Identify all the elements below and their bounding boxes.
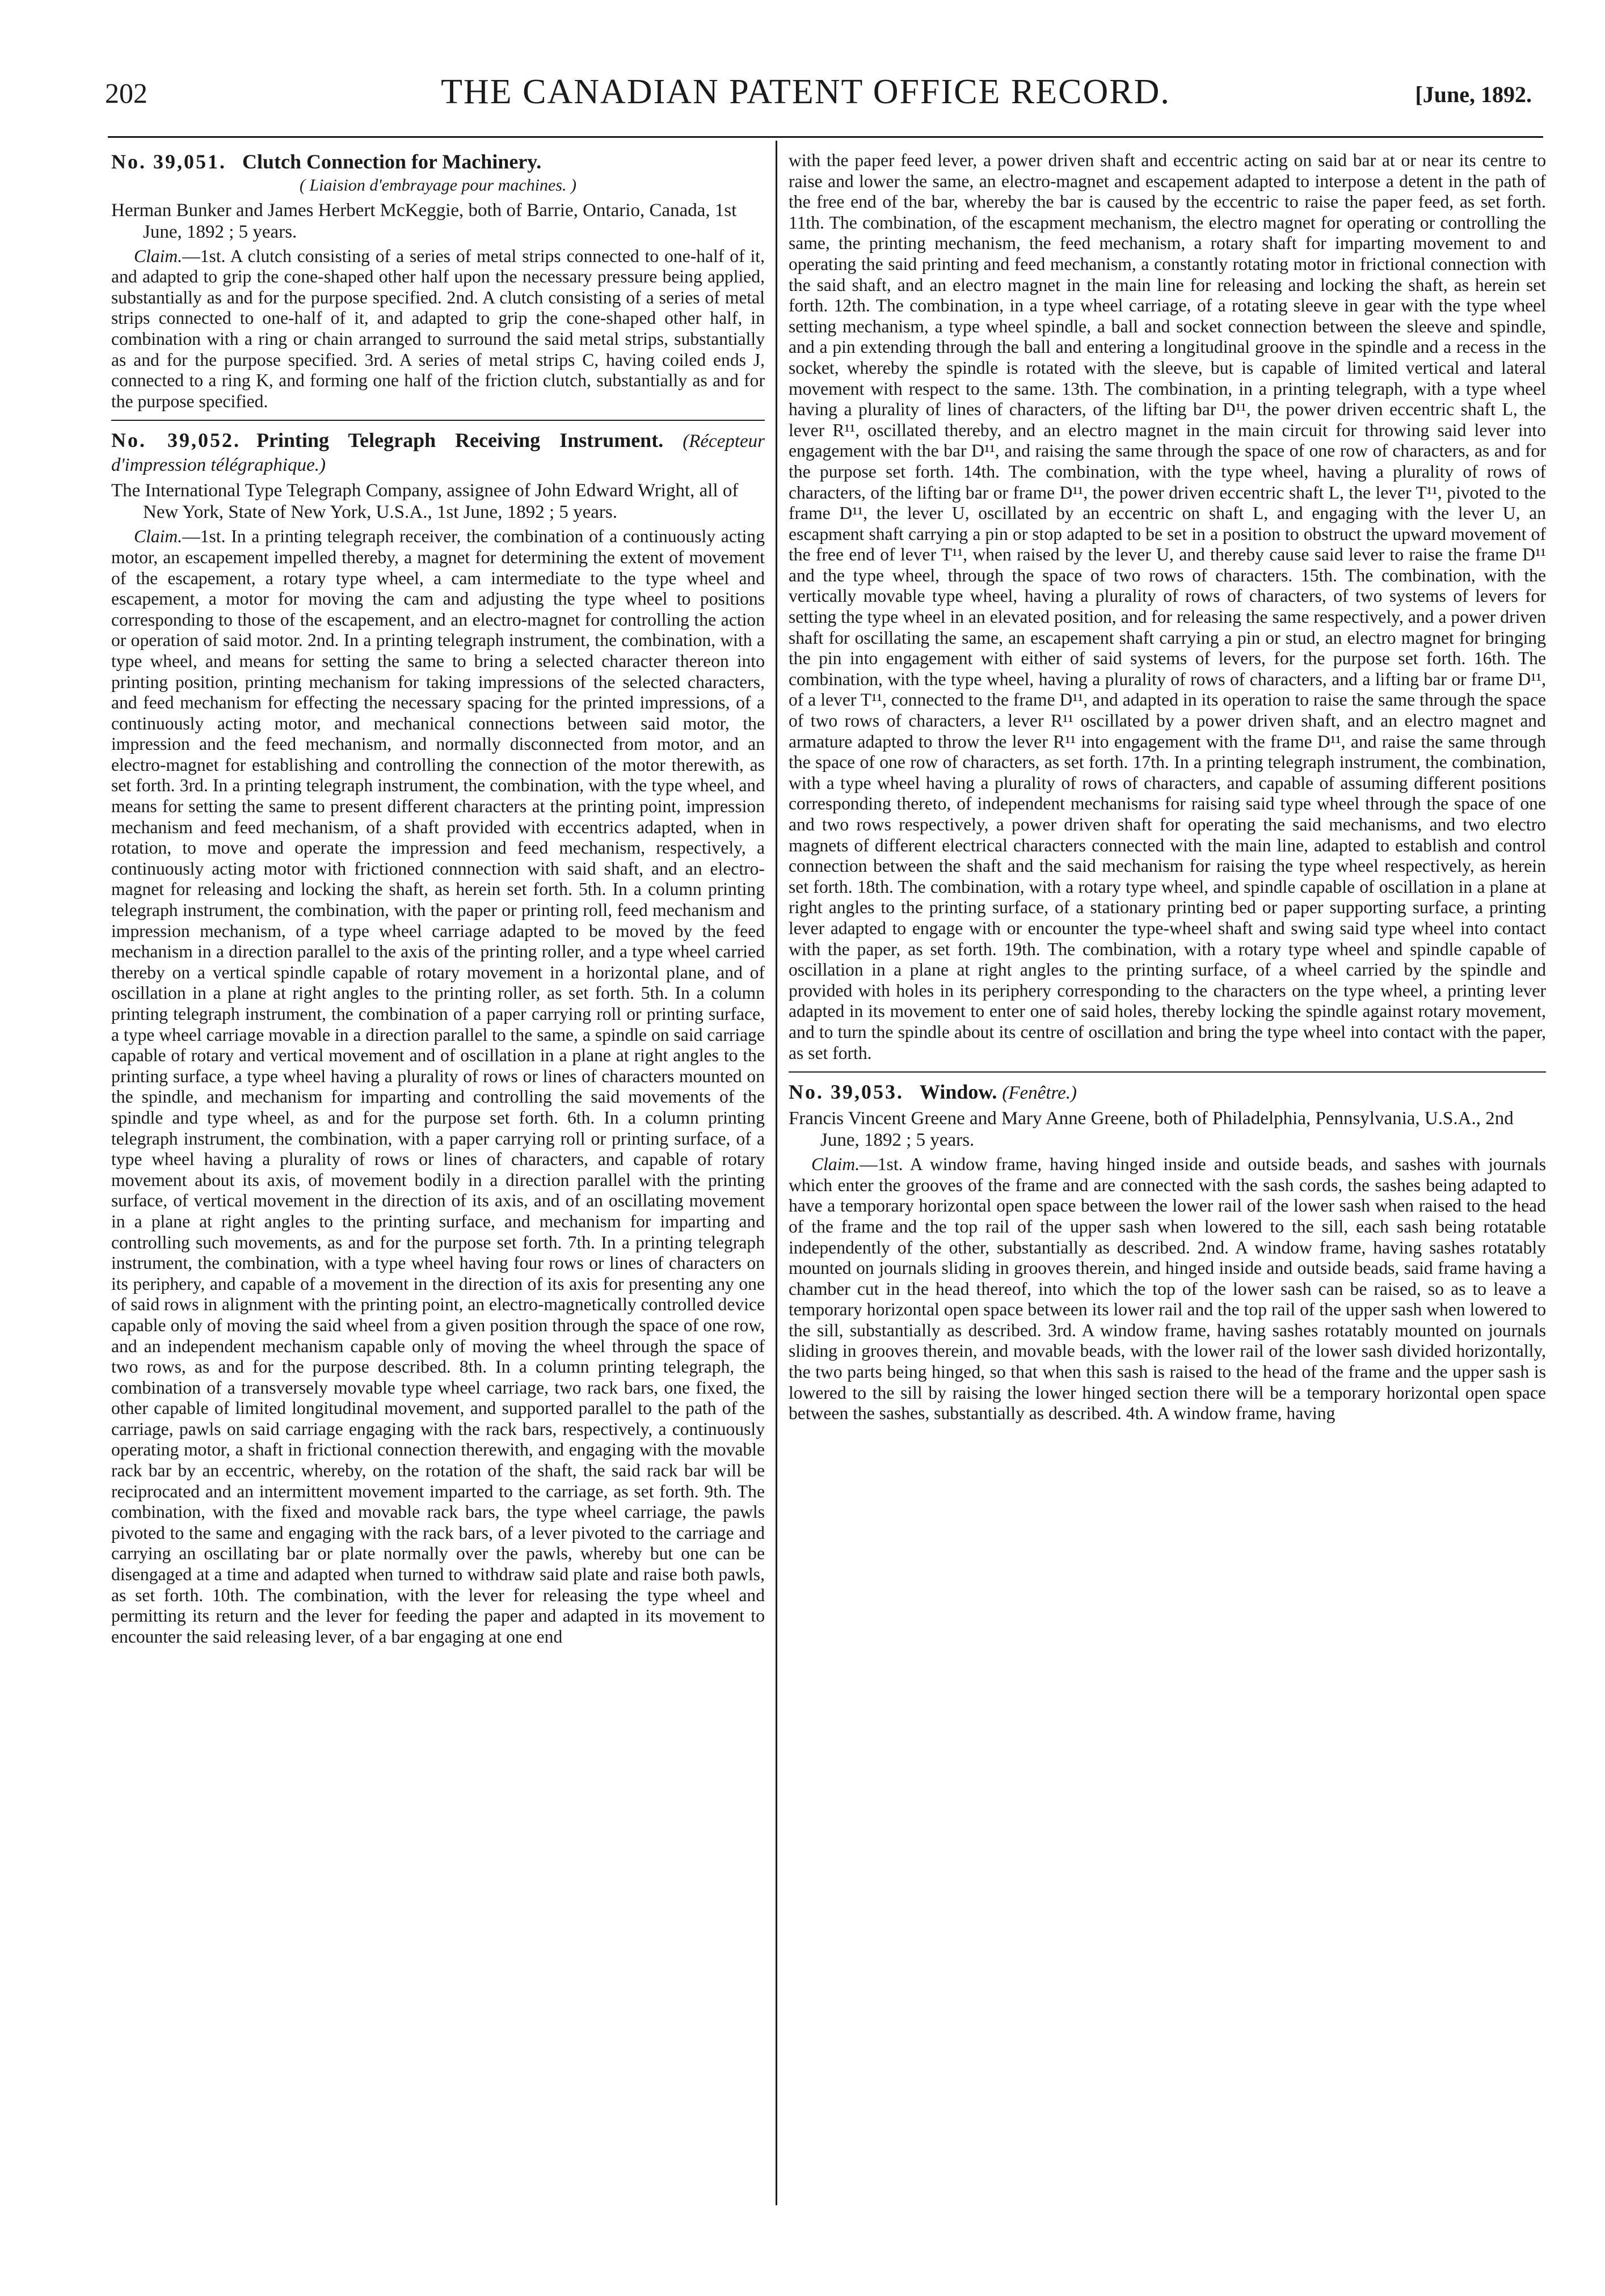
claims-text [789, 1154, 1546, 1424]
patent-entry-39053 [789, 1081, 1546, 1424]
french-title: (Fenêtre.) [1002, 1083, 1077, 1104]
french-title: (Récepteur d'impression télégraphique.) [111, 431, 765, 476]
claims-body: —1st. A window frame, having hinged inside and outside beads, and sashes with journals which enter the grooves of the frame and are connected with the sash cords, the sashes being adapted to have a temporary horizontal open space between the lower rail of the lower sash when raised to the head of the frame and the top rail of the upper sash when lowered to the sill, each sash being rotatable independently of the other, substantially as described. 2nd. A window frame, having sashes rotatably mounted on journals sliding in grooves therein, and hinged inside and outside beads, said frame having a chamber cut in the head thereof, into which the top of the lower sash can be raised, so as to leave a temporary horizontal open space between its lower rail and the top rail of the upper sash when lowered to the sill, substantially as described. 3rd. A window frame, having sashes rotatably mounted on journals sliding in grooves therein, and movable beads, with the lower rail of the lower sash divided horizontally, the two parts being hinged, so that when this sash is raised to the head of the frame and the upper sash is lowered to the sill by raising the lower hinged section there will be a temporary horizontal open space between the sashes, substantially as described. 4th. A window frame, having [789, 1154, 1546, 1424]
patent-number: No. 39,053. [789, 1081, 904, 1104]
patent-number: No. 39,052. [111, 429, 241, 452]
claims-body: —1st. A clutch consisting of a series of metal strips connected to one-half of it, and adapted to grip the cone-shaped other half upon the necessary pressure being applied, substantially as and for the purpose specified. 2nd. A clutch consisting of a series of metal strips connected to one-half of it, and adapted to grip the cone-shaped other half, in combination with a ring or chain arranged to surround the said metal strips, substantially as and for the purpose specified. 3rd. A series of metal strips C, having coiled ends J, connected to a ring K, and forming one half of the friction clutch, substantially as and for the purpose specified. [111, 246, 765, 411]
french-title: ( Liaision d'embrayage pour machines. ) [299, 176, 577, 195]
right-column [789, 150, 1546, 2206]
patent-entry-39052 [111, 429, 765, 1647]
left-column [111, 150, 765, 2206]
patent-title: Window. [920, 1081, 997, 1104]
patent-heading [111, 150, 765, 173]
running-head [79, 73, 1532, 116]
column-divider [776, 141, 777, 2205]
section-divider [111, 420, 765, 421]
header-rule [108, 136, 1543, 138]
claims-text [111, 246, 765, 412]
patent-heading [111, 429, 765, 476]
claim-label: Claim. [134, 526, 183, 547]
patent-entry-39051 [111, 150, 765, 412]
patent-title: Printing Telegraph Receiving Instrument. [256, 429, 664, 452]
section-divider [789, 1071, 1546, 1073]
claims-text [111, 526, 765, 1647]
patent-title: Clutch Connection for Machinery. [242, 150, 542, 173]
page-number: 202 [105, 77, 148, 109]
inventors: Francis Vincent Greene and Mary Anne Greene, both of Philadelphia, Pennsylvania, U.S.A., 2nd June, 1892 ; 5 years. [789, 1108, 1514, 1151]
journal-title: THE CANADIAN PATENT OFFICE RECORD. [441, 73, 1170, 111]
inventors: Herman Bunker and James Herbert McKeggie, both of Barrie, Ontario, Canada, 1st June, 1892 ; 5 years. [111, 200, 737, 242]
inventors: The International Type Telegraph Company, assignee of John Edward Wright, all of New York, State of New York, U.S.A., 1st June, 1892 ; 5 years. [111, 480, 739, 523]
claim-label: Claim. [134, 246, 183, 266]
patent-heading [789, 1081, 1546, 1104]
patent-number: No. 39,051. [111, 150, 226, 173]
claims-continued: with the paper feed lever, a power driven shaft and eccentric acting on said bar at or near its centre to raise and lower the same, an electro-magnet and escapement adapted to interpose a detent in the path of the free end of the bar, whereby the bar is caused by the eccentric to raise the paper feed, as set forth. 11th. The combination, of the escapment mechanism, the electro magnet for operating or controlling the same, the printing mechanism, the feed mechanism, a rotary shaft for imparting movement to and operating the said printing and feed mechanism, a constantly rotating motor in frictional connection with the said shaft, and an electro magnet in the main line for releasing and locking the shaft, as herein set forth. 12th. The combination, in a type wheel carriage, of a rotating sleeve in gear with the type wheel setting mechanism, a type wheel spindle, a ball and socket connection between the sleeve and spindle, and a pin extending through the ball and entering a longitudinal groove in the spindle and a recess in the socket, whereby the spindle is rotated with the sleeve, but is capable of limited vertical and lateral movement with respect to the same. 13th. The combination, in a printing telegraph, with a type wheel having a plurality of lines of characters, of the lifting bar D¹¹, the power driven eccentric shaft L, the lever R¹¹, oscillated thereby, and an electro magnet in the main circuit for throwing said lever into engagement with the bar D¹¹, and raising the same through the space of one row of characters, as and for the purpose set forth. 14th. The combination, with the type wheel, having a plurality of rows of characters, of the lifting bar or frame D¹¹, the power driven eccentric shaft L, the lever T¹¹, pivoted to the frame D¹¹, the lever U, oscillated by an eccentric on shaft L, and engaging with the lever U, an escapment shaft carrying a pin or stop adapted to be set in a position to obstruct the upward movement of the free end of lever T¹¹, when raised by the lever U, and thereby cause said lever to raise the frame D¹¹ and the type wheel, through the space of two rows of characters. 15th. The combination, with the vertically movable type wheel, having a plurality of rows of characters, of two systems of levers for setting the type wheel in an elevated position, and for releasing the same respectively, and a power driven shaft for oscillating the same, an escapement shaft carrying a pin or stud, an electro magnet for bringing the pin into engagement with either of said systems of levers, for the purpose set forth. 16th. The combination, with the type wheel, having a plurality of rows of characters, and a lifting bar or frame D¹¹, of a lever T¹¹, connected to the frame D¹¹, and adapted in its operation to raise the same through the space of two rows of characters, a lever R¹¹ oscillated by a power driven shaft, and an electro magnet and armature adapted to throw the lever R¹¹ into engagement with the frame D¹¹, and raise the same through the space of one row of characters, as set forth. 17th. In a printing telegraph instrument, the combination, with a type wheel having a plurality of rows of characters, and capable of assuming different positions corresponding thereto, of independent mechanisms for raising said type wheel through the space of one and two rows respectively, a power driven shaft for operating the said mechanisms, and two electro magnets of different electrical characters connected with the main line, adapted to establish and control connection between the shaft and the said mechanism for raising the type wheel respectively, as herein set forth. 18th. The combination, with a rotary type wheel, and spindle capable of oscillation in a plane at right angles to the printing surface, of a stationary printing bed or paper supporting surface, a printing lever adapted to engage with or encounter the type-wheel shaft and swing said type wheel into contact with the paper, as set forth. 19th. The combination, with a rotary type wheel and spindle capable of oscillation in a plane at right angles to the printing surface, of a wheel carried by the spindle and provided with holes in its periphery corresponding to the characters on the type wheel, a printing lever adapted in its movement to enter one of said holes, thereby locking the spindle against rotary movement, and to turn the spindle about its centre of oscillation and bring the type wheel into contact with the paper, as set forth. [789, 150, 1546, 1063]
claim-label: Claim. [811, 1154, 860, 1175]
claims-body: —1st. In a printing telegraph receiver, the combination of a continuously acting motor, an escapement impelled thereby, a magnet for determining the extent of movement of the escapement, a rotary type wheel, a cam intermediate to the type wheel and escapement, a motor for moving the cam and adjusting the type wheel to positions corresponding to those of the escapement, and an electro-magnet for controlling the action or operation of said motor. 2nd. In a printing telegraph instrument, the combination, with a type wheel, and means for setting the same to bring a selected character thereon into printing position, printing mechanism for taking impressions of the selected characters, and feed mechanism for effecting the necessary spacing for the printed impressions, of a continuously acting motor, and mechanical connections between said motor, the impression and the feed mechanism, and normally disconnected from motor, and an electro-magnet for establishing and controlling the connection of the motor therewith, as set forth. 3rd. In a printing telegraph instrument, the combination, with the type wheel, and means for setting the same to present different characters at the printing point, impression mechanism and feed mechanism, of a shaft provided with eccentrics adapted, when in rotation, to move and operate the impression and feed mechanism, respectively, a continuously acting motor with frictioned connnection with said shaft, and an electro-magnet for releasing and locking the shaft, as herein set forth. 5th. In a column printing telegraph instrument, the combination, with the paper or printing roll, feed mechanism and impression mechanism, of a type wheel carriage adapted to be moved by the feed mechanism in a direction parallel to the axis of the printing roller, and a type wheel carried thereby on a vertical spindle capable of rotary movement in a horizontal plane, and of oscillation in a plane at right angles to the printing roller, as set forth. 5th. In a column printing telegraph instrument, the combination of a paper carrying roll or printing surface, a type wheel carriage movable in a direction parallel to the same, a spindle on said carriage capable of rotary and vertical movement and of oscillation in a plane at right angles to the printing surface, a type wheel having a plurality of rows or lines of characters mounted on the spindle, and mechanism for imparting and controlling the said movements of the spindle and type wheel, as and for the purpose set forth. 6th. In a column printing telegraph instrument, the combination, with a paper carrying roll or printing surface, of a type wheel having a plurality of rows or lines of characters, and capable of rotary movement about its axis, of movement bodily in a direction parallel with the printing surface, of vertical movement in the direction of its axis, and of an oscillating movement in a plane at right angles to the printing surface, and mechanism for imparting and controlling such movements, as and for the purpose set forth. 7th. In a printing telegraph instrument, the combination, with a type wheel having four rows or lines of characters on its periphery, and capable of a movement in the direction of its axis for presenting any one of said rows in alignment with the printing point, an electro-magnetically controlled device capable only of moving the said wheel from a given position through the space of one row, and an independent mechanism capable only of moving the wheel through the space of two rows, as and for the purpose described. 8th. In a column printing telegraph, the combination of a transversely movable type wheel carriage, two rack bars, one fixed, the other capable of limited longitudinal movement, and supported parallel to the path of the carriage, pawls on said carriage engaging with the rack bars, respectively, a continuously operating motor, a shaft in frictional connection therewith, and engaging with the movable rack bar by an eccentric, whereby, on the rotation of the shaft, the said rack bar will be reciprocated and an intermittent movement imparted to the carriage, as set forth. 9th. The combination, with the fixed and movable rack bars, the type wheel carriage, the pawls pivoted to the same and engaging with the rack bars, of a lever pivoted to the carriage and carrying an oscillating bar or plate normally over the pawls, whereby but one can be disengaged at a time and adapted when turned to withdraw said plate and raise both pawls, as set forth. 10th. The combination, with the lever for releasing the type wheel and permitting its return and the lever for feeding the paper and adapted in its movement to encounter the said releasing lever, of a bar engaging at one end [111, 526, 765, 1647]
issue-date: [June, 1892. [1415, 82, 1532, 107]
